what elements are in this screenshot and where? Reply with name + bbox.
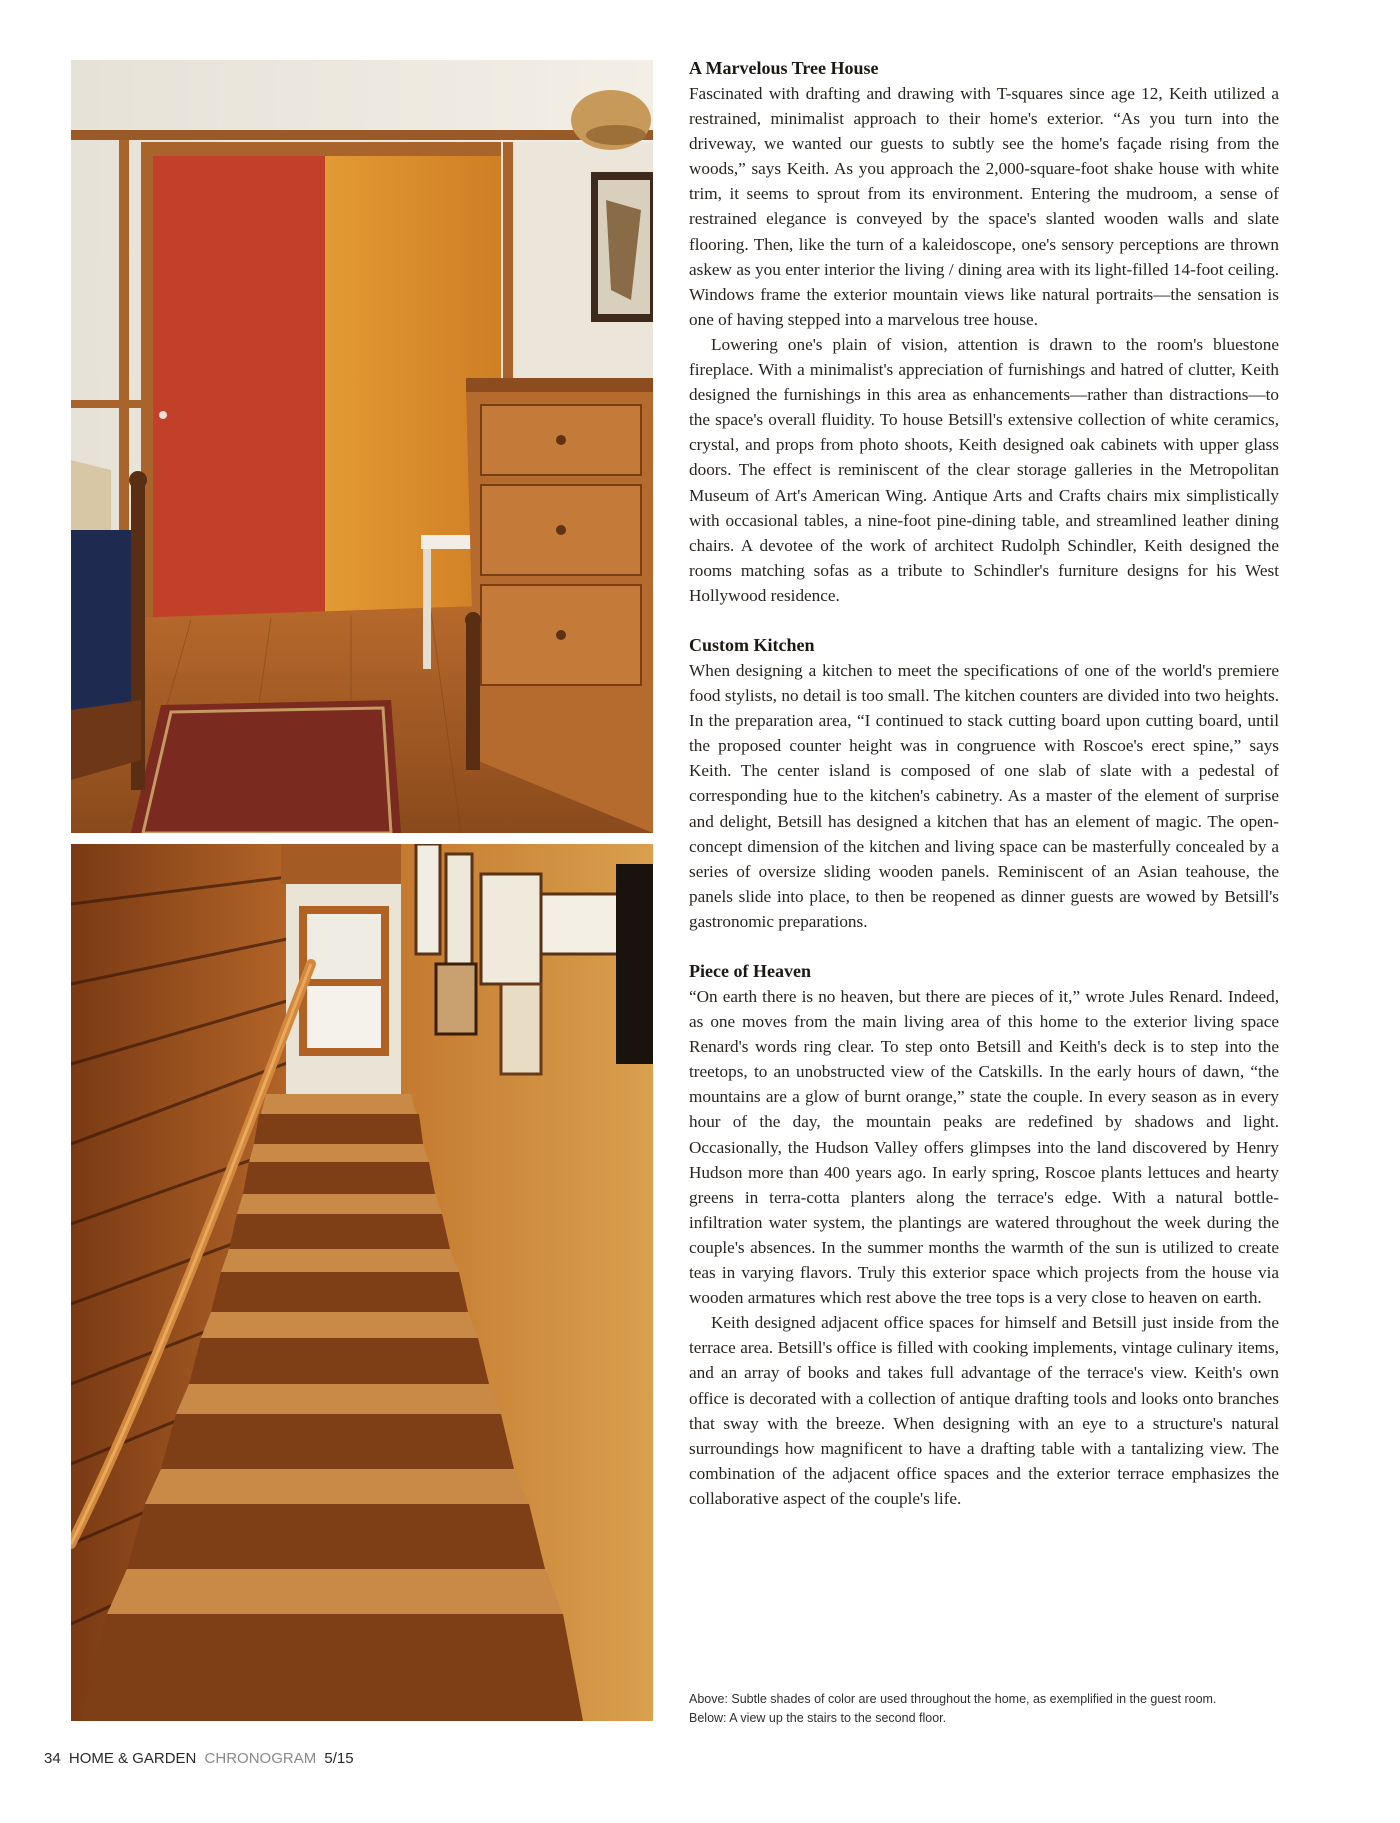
paragraph: “On earth there is no heaven, but there are pieces of it,” wrote Jules Renard. Indeed, as one moves from the main living area of this home to the exterior living space Renard's words ring clear. To step onto Betsill and Keith's deck is to step into the treetops, to an unobstructed view of the Catskills. In the early hours of dawn, “the mountains are a glow of burnt orange,” state the couple. In every season as in every hour of the day, the mountain peaks are redefined by shadows and light. Occasionally, the Hudson Valley offers glimpses into the land discovered by Henry Hudson more than 400 years ago. In early spring, Roscoe plants lettuces and hearty greens in terra-cotta planters along the terrace's edge. With a natural bottle-infiltration water system, the plantings are watered throughout the week during the couple's absences. In the summer months the warmth of the sun is utilized to create teas in varying flavors. Truly this exterior space which projects from the house via wooden armatures which rest above the tree tops is a very close to heaven on earth. [689, 987, 1279, 1308]
section-heading: A Marvelous Tree House [689, 58, 879, 78]
section-heading: Custom Kitchen [689, 634, 815, 655]
section-name: HOME & GARDEN [68, 1750, 197, 1767]
section-heading: Piece of Heaven [689, 961, 811, 981]
section-custom-kitchen [689, 633, 1279, 934]
page-number: 34 [44, 1750, 61, 1767]
paragraph: Lowering one's plain of vision, attention is drawn to the room's bluestone fireplace. With a minimalist's appreciation of furnishings and hatred of clutter, Keith designed the furnishings in this area as enhancements—rather than distractions—to the space's overall fluidity. To house Betsill's extensive collection of white ceramics, crystal, and props from photo shoots, Keith designed oak cabinets with upper glass doors. The effect is reminiscent of the clear storage galleries in the Metropolitan Museum of Art's American Wing. Antique Arts and Crafts chairs mix simplistically with occasional tables, a nine-foot pine-dining table, and streamlined leather dining chairs. A devotee of the work of architect Rudolph Schindler, Keith designed the rooms matching sofas as a tribute to Schindler's furniture designs for his West Hollywood residence. [689, 334, 1279, 605]
paragraph: Fascinated with drafting and drawing with T-squares since age 12, Keith utilized a restrained, minimalist approach to their home's exterior. “As you turn into the driveway, we wanted our guests to subtly see the home's façade rising from the woods,” says Keith. As you approach the 2,000-square-foot shake house with white trim, it seems to sprout from its environment. Entering the mudroom, a sense of restrained elegance is conveyed by the space's slanted wooden walls and slate flooring. Then, like the turn of a kaleidoscope, one's sensory perceptions are thrown askew as you enter interior the living / dining area with its light-filled 14-foot ceiling. Windows frame the exterior mountain views like natural portraits—the sensation is one of having stepped into a marvelous tree house. [689, 84, 1279, 329]
guest-room-illustration [71, 60, 653, 833]
paragraph: When designing a kitchen to meet the specifications of one of the world's premiere food stylists, no detail is too small. The kitchen counters are divided into two heights. In the preparation area, “I continued to stack cutting board upon cutting board, until the proposed counter height was in congruence with Roscoe's erect spine,” says Keith. The center island is composed of one slab of slate with a pedestal of corresponding hue to the kitchen's cabinetry. As a master of the element of surprise and delight, Betsill has designed a kitchen that has an element of magic. The open-concept dimension of the kitchen and living space can be masterfully concealed by a series of oversize sliding wooden panels. Reminiscent of an Asian teahouse, the panels slide into place, to then be reopened as dinner guests are wowed by Betsill's gastronomic preparations. [689, 660, 1279, 931]
photo-caption [689, 1690, 1279, 1728]
page-folio [44, 1749, 354, 1769]
staircase-illustration [71, 844, 653, 1721]
caption-below: Below: A view up the stairs to the second floor. [689, 1711, 947, 1725]
publication-name: CHRONOGRAM [204, 1750, 317, 1767]
section-piece-of-heaven [689, 959, 1279, 1511]
guest-room-photo [71, 60, 653, 833]
paragraph: Keith designed adjacent office spaces for himself and Betsill just inside from the terrace area. Betsill's office is filled with cooking implements, vintage culinary items, and an array of books and takes full advantage of the terrace's view. Keith's own office is decorated with a collection of antique drafting tools and looks onto branches that sway with the breeze. When designing with an eye to a structure's natural surroundings how magnificent to have a drafting table with a tantalizing view. The combination of the adjacent office spaces and the exterior terrace emphasizes the collaborative aspect of the couple's life. [689, 1313, 1279, 1508]
issue-date: 5/15 [324, 1750, 354, 1767]
section-marvelous-tree-house [689, 56, 1279, 608]
staircase-photo [71, 844, 653, 1721]
caption-above: Above: Subtle shades of color are used throughout the home, as exemplified in the guest room. [689, 1692, 1217, 1706]
article-body [689, 56, 1279, 1511]
